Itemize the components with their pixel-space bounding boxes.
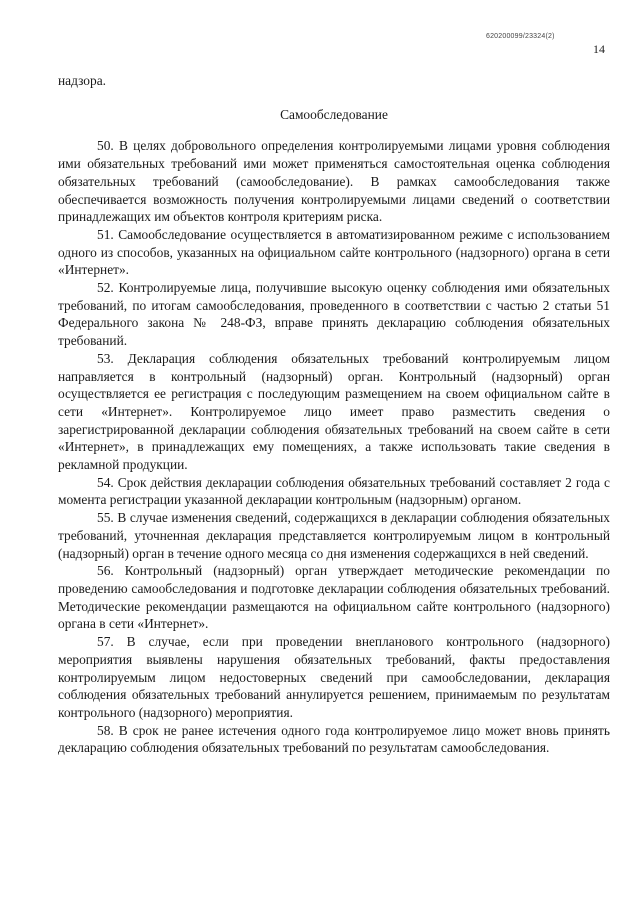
paragraph-50: 50. В целях добровольного определения контролируемыми лицами уровня соблюдения ими обязательных требований ими может применяться самостоятельная оценка соблюдения обязательных требований (самообследование). В рамках самообследования также обеспечивается возможность получения контролируемыми лицами сведений о соответствии принадлежащих им объектов контроля критериям риска. (58, 138, 610, 225)
page-number: 14 (593, 42, 605, 56)
paragraph-51: 51. Самообследование осуществляется в автоматизированном режиме с использованием одного из способов, указанных на официальном сайте контрольного (надзорного) органа в сети «Интернет». (58, 226, 610, 278)
paragraph-58: 58. В срок не ранее истечения одного года контролируемое лицо может вновь принять декларацию соблюдения обязательных требований по результатам самообследования. (58, 722, 610, 756)
document-body (58, 72, 610, 757)
paragraph-57: 57. В случае, если при проведении внепланового контрольного (надзорного) мероприятия выявлены нарушения обязательных требований, факты предоставления контролируемым лицом недостоверных сведений при самообследовании, декларация соблюдения обязательных требований аннулируется решением, принимаемым по результатам контрольного (надзорного) мероприятия. (58, 634, 610, 720)
carryover-text: надзора. (58, 73, 106, 88)
paragraph-56: 56. Контрольный (надзорный) орган утверждает методические рекомендации по проведению самообследования и подготовке декларации соблюдения обязательных требований. Методические рекомендации размещаются на официальном сайте контрольного (надзорного) органа в сети «Интернет». (58, 563, 610, 632)
paragraph-52: 52. Контролируемые лица, получившие высокую оценку соблюдения ими обязательных требований, по итогам самообследования, проведенного в соответствии с частью 2 статьи 51 Федерального закона № 248-ФЗ, вправе принять декларацию соблюдения обязательных требований. (58, 280, 610, 349)
section-title: Самообследование (280, 106, 388, 122)
paragraph-54: 54. Срок действия декларации соблюдения обязательных требований составляет 2 года с момента регистрации указанной декларации контрольным (надзорным) органом. (58, 474, 610, 508)
paragraph-53: 53. Декларация соблюдения обязательных требований контролируемым лицом направляется в контрольный (надзорный) орган. Контрольный (надзорный) орган осуществляется ее регистрация с последующим размещением на своем официальном сайте в сети «Интернет». Контролируемое лицо имеет право разместить сведения о зарегистрированной декларации соблюдения обязательных требований на своем сайте в сети «Интернет», в принадлежащих ему помещениях, а также использовать такие сведения в рекламной продукции. (58, 350, 610, 473)
document-id: 620200099/23324(2) (486, 33, 555, 40)
paragraph-55: 55. В случае изменения сведений, содержащихся в декларации соблюдения обязательных требований, уточненная декларация представляется контролируемым лицом в контрольный (надзорный) орган в течение одного месяца со дня изменения содержащихся в ней сведений. (58, 510, 610, 561)
